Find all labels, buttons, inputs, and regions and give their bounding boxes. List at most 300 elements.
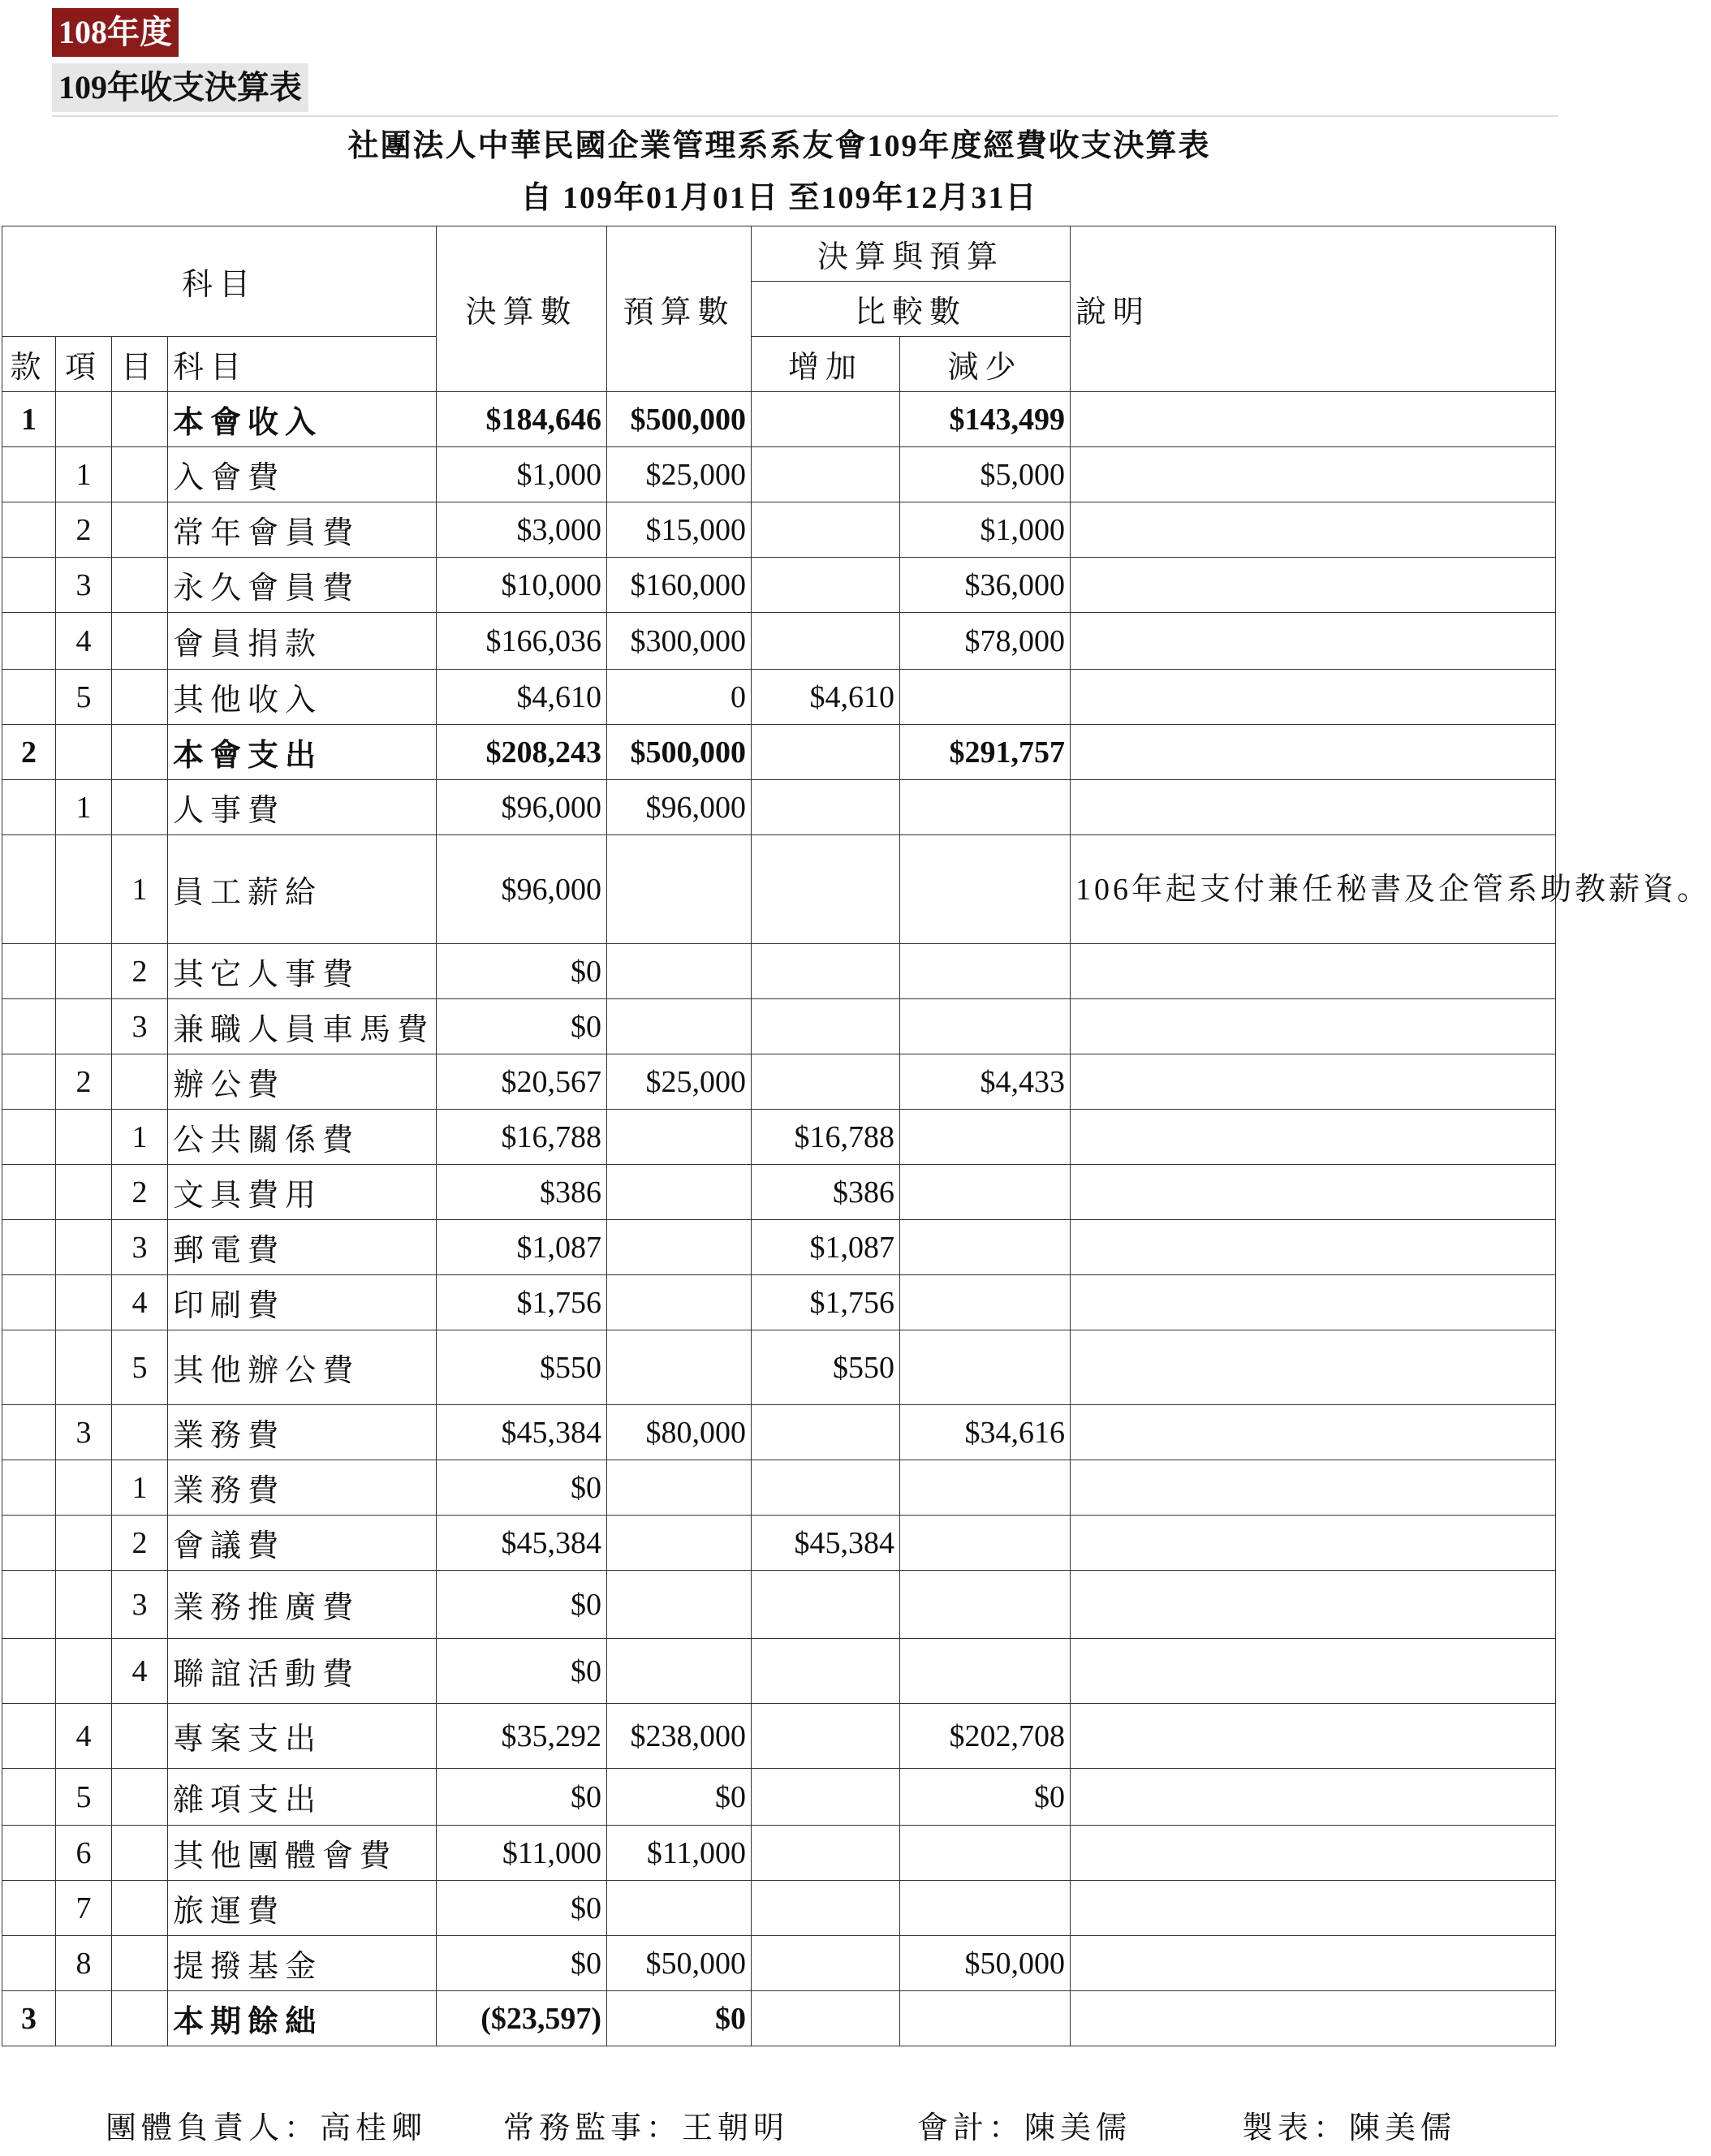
cell-kuan [2,1826,56,1881]
cell-budget: $96,000 [607,780,752,835]
cell-mu [112,1936,168,1991]
cell-subject: 郵電費 [168,1220,437,1275]
cell-kuan [2,613,56,670]
cell-xiang [56,1991,112,2046]
cell-increase [752,1054,900,1110]
cell-note [1071,1054,1556,1110]
report-period: 自 109年01月01日 至109年12月31日 [520,181,1038,215]
cell-note: 106年起支付兼任秘書及企管系助教薪資。 [1071,835,1556,944]
cell-note [1071,502,1556,558]
cell-mu: 2 [112,1165,168,1220]
report-title: 社團法人中華民國企業管理系系友會109年度經費收支決算表 [347,129,1211,163]
cell-subject: 會員捐款 [168,613,437,670]
table-row [2,1769,1556,1826]
cell-budget [607,1165,752,1220]
cell-subject: 本會支出 [168,725,437,780]
cell-xiang [56,1460,112,1516]
cell-decrease [900,835,1071,944]
cell-decrease: $143,499 [900,392,1071,447]
cell-mu [112,502,168,558]
cell-kuan: 3 [2,1991,56,2046]
cell-subject: 兼職人員車馬費 [168,999,437,1054]
table-row [2,1826,1556,1881]
cell-increase: $1,756 [752,1275,900,1330]
table-row [2,447,1556,502]
cell-xiang [56,999,112,1054]
cell-actual: $45,384 [437,1516,607,1571]
table-row [2,670,1556,725]
cell-budget: $80,000 [607,1405,752,1460]
cell-xiang [56,835,112,944]
cell-kuan [2,1330,56,1405]
cell-actual: $1,756 [437,1275,607,1330]
header-xiang: 項 [56,337,112,392]
cell-decrease: $0 [900,1769,1071,1826]
cell-decrease [900,1991,1071,2046]
cell-increase [752,1991,900,2046]
cell-xiang: 3 [56,558,112,613]
cell-mu [112,1704,168,1769]
cell-budget: $15,000 [607,502,752,558]
cell-actual: $96,000 [437,780,607,835]
cell-actual: $0 [437,1936,607,1991]
cell-actual: $10,000 [437,558,607,613]
cell-mu [112,613,168,670]
cell-subject: 常年會員費 [168,502,437,558]
cell-increase [752,1405,900,1460]
cell-actual: $0 [437,1571,607,1639]
cell-subject: 其他收入 [168,670,437,725]
footer-accountant: 會計：陳美儒 [917,2110,1132,2145]
cell-subject: 業務推廣費 [168,1571,437,1639]
cell-budget [607,944,752,999]
cell-budget [607,1110,752,1165]
cell-decrease: $291,757 [900,725,1071,780]
table-row [2,1881,1556,1936]
cell-note [1071,1330,1556,1405]
cell-kuan [2,1165,56,1220]
cell-mu: 2 [112,1516,168,1571]
table-row [2,1460,1556,1516]
cell-xiang: 2 [56,1054,112,1110]
cell-subject: 本期餘絀 [168,1991,437,2046]
cell-mu: 3 [112,999,168,1054]
cell-actual: $11,000 [437,1826,607,1881]
cell-decrease: $5,000 [900,447,1071,502]
cell-xiang [56,1516,112,1571]
cell-budget: 0 [607,670,752,725]
table-row [2,613,1556,670]
cell-xiang [56,1275,112,1330]
cell-note [1071,1936,1556,1991]
header-kuan: 款 [2,337,56,392]
cell-increase [752,392,900,447]
cell-mu [112,780,168,835]
cell-decrease [900,1516,1071,1571]
table-row [2,1110,1556,1165]
cell-note [1071,1110,1556,1165]
header-mu: 目 [112,337,168,392]
cell-decrease: $50,000 [900,1936,1071,1991]
cell-kuan [2,1275,56,1330]
cell-xiang [56,725,112,780]
cell-kuan [2,1405,56,1460]
cell-decrease: $36,000 [900,558,1071,613]
cell-increase [752,1460,900,1516]
cell-note [1071,1165,1556,1220]
header-decrease: 減少 [900,337,1071,392]
cell-decrease: $1,000 [900,502,1071,558]
cell-actual: $166,036 [437,613,607,670]
cell-decrease: $78,000 [900,613,1071,670]
cell-subject: 辦公費 [168,1054,437,1110]
cell-subject: 提撥基金 [168,1936,437,1991]
cell-actual: $4,610 [437,670,607,725]
cell-subject: 其他團體會費 [168,1826,437,1881]
cell-subject: 會議費 [168,1516,437,1571]
cell-subject: 入會費 [168,447,437,502]
cell-note [1071,725,1556,780]
cell-actual: $1,087 [437,1220,607,1275]
cell-increase [752,1571,900,1639]
cell-increase [752,725,900,780]
cell-note [1071,1704,1556,1769]
cell-subject: 印刷費 [168,1275,437,1330]
cell-xiang: 4 [56,613,112,670]
cell-budget [607,1639,752,1704]
table-row [2,502,1556,558]
cell-actual: $3,000 [437,502,607,558]
cell-subject: 專案支出 [168,1704,437,1769]
cell-increase: $4,610 [752,670,900,725]
cell-kuan [2,670,56,725]
table-row [2,835,1556,944]
cell-mu: 4 [112,1639,168,1704]
budget-table [2,226,1711,2046]
cell-decrease [900,1460,1071,1516]
cell-actual: $208,243 [437,725,607,780]
cell-budget [607,1275,752,1330]
cell-note [1071,613,1556,670]
cell-subject: 雜項支出 [168,1769,437,1826]
table-row [2,1704,1556,1769]
cell-xiang [56,1165,112,1220]
cell-budget [607,999,752,1054]
cell-xiang: 1 [56,780,112,835]
cell-actual: $16,788 [437,1110,607,1165]
cell-mu [112,1881,168,1936]
cell-budget: $11,000 [607,1826,752,1881]
cell-increase: $386 [752,1165,900,1220]
cell-xiang: 5 [56,670,112,725]
cell-subject: 其他辦公費 [168,1330,437,1405]
table-row [2,1330,1556,1405]
cell-subject: 其它人事費 [168,944,437,999]
cell-note [1071,392,1556,447]
cell-decrease [900,670,1071,725]
cell-kuan [2,558,56,613]
cell-actual: $0 [437,1769,607,1826]
cell-increase [752,1704,900,1769]
cell-increase [752,558,900,613]
cell-mu [112,1826,168,1881]
cell-decrease [900,944,1071,999]
cell-kuan [2,944,56,999]
cell-kuan [2,1110,56,1165]
divider [52,115,1558,117]
cell-increase [752,447,900,502]
cell-mu [112,1769,168,1826]
cell-budget: $25,000 [607,1054,752,1110]
cell-decrease [900,1165,1071,1220]
cell-actual: $0 [437,944,607,999]
cell-xiang [56,1110,112,1165]
cell-kuan [2,1704,56,1769]
cell-subject: 永久會員費 [168,558,437,613]
cell-mu: 5 [112,1330,168,1405]
table-row [2,944,1556,999]
header-subject-group: 科目 [2,226,437,337]
header-subject: 科目 [168,337,437,392]
cell-subject: 聯誼活動費 [168,1639,437,1704]
footer-preparer: 製表：陳美儒 [1242,2110,1457,2145]
table-row [2,1936,1556,1991]
cell-budget: $160,000 [607,558,752,613]
table-row [2,725,1556,780]
cell-mu [112,670,168,725]
cell-xiang [56,1330,112,1405]
cell-xiang [56,944,112,999]
cell-increase [752,1826,900,1881]
cell-note [1071,1220,1556,1275]
cell-mu: 1 [112,1110,168,1165]
cell-kuan [2,1516,56,1571]
cell-xiang [56,392,112,447]
cell-increase [752,835,900,944]
cell-note [1071,1571,1556,1639]
cell-subject: 文具費用 [168,1165,437,1220]
cell-subject: 員工薪給 [168,835,437,944]
cell-mu: 3 [112,1220,168,1275]
cell-note [1071,1991,1556,2046]
cell-increase [752,613,900,670]
cell-increase: $45,384 [752,1516,900,1571]
cell-xiang [56,1571,112,1639]
cell-increase [752,1936,900,1991]
cell-xiang: 4 [56,1704,112,1769]
cell-decrease [900,1571,1071,1639]
cell-budget [607,1571,752,1639]
cell-kuan: 2 [2,725,56,780]
cell-note [1071,670,1556,725]
document-tag: 109年收支決算表 [52,63,308,112]
table-row [2,999,1556,1054]
table-row [2,780,1556,835]
cell-subject: 旅運費 [168,1881,437,1936]
table-row [2,392,1556,447]
cell-decrease [900,999,1071,1054]
cell-budget: $500,000 [607,392,752,447]
cell-mu [112,392,168,447]
header-note: 說明 [1071,226,1556,392]
cell-kuan [2,502,56,558]
cell-subject: 業務費 [168,1460,437,1516]
cell-kuan [2,1881,56,1936]
cell-increase: $550 [752,1330,900,1405]
cell-actual: $0 [437,1639,607,1704]
cell-budget [607,1881,752,1936]
cell-decrease [900,1881,1071,1936]
table-row [2,1165,1556,1220]
cell-mu: 1 [112,1460,168,1516]
table-row [2,1516,1556,1571]
cell-mu: 4 [112,1275,168,1330]
cell-xiang [56,1639,112,1704]
cell-increase [752,1639,900,1704]
cell-mu [112,447,168,502]
cell-note [1071,1881,1556,1936]
cell-subject: 公共關係費 [168,1110,437,1165]
table-row [2,1405,1556,1460]
cell-xiang: 8 [56,1936,112,1991]
cell-note [1071,1516,1556,1571]
cell-budget: $238,000 [607,1704,752,1769]
cell-budget [607,1330,752,1405]
cell-kuan: 1 [2,392,56,447]
table-body [2,392,1711,2046]
cell-mu [112,1991,168,2046]
cell-subject: 本會收入 [168,392,437,447]
cell-decrease: $202,708 [900,1704,1071,1769]
cell-kuan [2,1220,56,1275]
header-comparison-top: 決算與預算 [752,226,1071,282]
cell-actual: $550 [437,1330,607,1405]
cell-increase [752,999,900,1054]
cell-decrease: $34,616 [900,1405,1071,1460]
table-row [2,1571,1556,1639]
cell-kuan [2,1054,56,1110]
cell-budget [607,1220,752,1275]
cell-xiang [56,1220,112,1275]
cell-xiang: 6 [56,1826,112,1881]
header-increase: 增加 [752,337,900,392]
cell-increase [752,1769,900,1826]
cell-budget [607,1516,752,1571]
cell-actual: $184,646 [437,392,607,447]
cell-xiang: 7 [56,1881,112,1936]
cell-actual: $96,000 [437,835,607,944]
cell-decrease: $4,433 [900,1054,1071,1110]
cell-increase [752,780,900,835]
cell-kuan [2,1571,56,1639]
cell-xiang: 5 [56,1769,112,1826]
cell-actual: $1,000 [437,447,607,502]
cell-actual: $0 [437,1460,607,1516]
footer-responsible: 團體負責人：高桂卿 [106,2110,428,2145]
cell-note [1071,1460,1556,1516]
cell-xiang: 3 [56,1405,112,1460]
header-comparison-mid: 比較數 [752,282,1071,337]
cell-decrease [900,1110,1071,1165]
cell-increase: $16,788 [752,1110,900,1165]
cell-subject: 人事費 [168,780,437,835]
table-row [2,558,1556,613]
cell-actual: $0 [437,1881,607,1936]
cell-note [1071,944,1556,999]
cell-mu: 2 [112,944,168,999]
cell-increase [752,1881,900,1936]
table-row [2,1639,1556,1704]
cell-increase [752,944,900,999]
table-row [2,1054,1556,1110]
cell-note [1071,447,1556,502]
cell-note [1071,1769,1556,1826]
cell-mu [112,558,168,613]
cell-increase [752,502,900,558]
cell-note [1071,1405,1556,1460]
footer-supervisor: 常務監事：王朝明 [503,2110,790,2145]
cell-budget: $0 [607,1769,752,1826]
cell-mu [112,725,168,780]
cell-budget: $25,000 [607,447,752,502]
cell-actual: $386 [437,1165,607,1220]
cell-kuan [2,780,56,835]
cell-budget: $0 [607,1991,752,2046]
cell-actual: $35,292 [437,1704,607,1769]
cell-mu: 1 [112,835,168,944]
cell-kuan [2,835,56,944]
cell-budget: $300,000 [607,613,752,670]
cell-budget [607,1460,752,1516]
cell-actual: ($23,597) [437,1991,607,2046]
cell-decrease [900,1826,1071,1881]
cell-actual: $45,384 [437,1405,607,1460]
cell-budget: $500,000 [607,725,752,780]
cell-mu: 3 [112,1571,168,1639]
year-tag: 108年度 [52,8,179,57]
cell-mu [112,1405,168,1460]
cell-note [1071,780,1556,835]
table-row [2,1275,1556,1330]
cell-decrease [900,1275,1071,1330]
cell-subject: 業務費 [168,1405,437,1460]
cell-note [1071,1826,1556,1881]
cell-decrease [900,780,1071,835]
cell-increase: $1,087 [752,1220,900,1275]
cell-kuan [2,1639,56,1704]
cell-decrease [900,1330,1071,1405]
header-budget: 預算數 [607,226,752,392]
table-row [2,1220,1556,1275]
table-row [2,1991,1556,2046]
cell-note [1071,999,1556,1054]
cell-note [1071,1639,1556,1704]
cell-note [1071,1275,1556,1330]
cell-budget [607,835,752,944]
cell-kuan [2,1769,56,1826]
cell-kuan [2,447,56,502]
cell-kuan [2,999,56,1054]
cell-xiang: 2 [56,502,112,558]
cell-kuan [2,1460,56,1516]
header-actual: 決算數 [437,226,607,392]
cell-xiang: 1 [56,447,112,502]
cell-decrease [900,1639,1071,1704]
cell-actual: $20,567 [437,1054,607,1110]
cell-note [1071,558,1556,613]
cell-decrease [900,1220,1071,1275]
cell-budget: $50,000 [607,1936,752,1991]
